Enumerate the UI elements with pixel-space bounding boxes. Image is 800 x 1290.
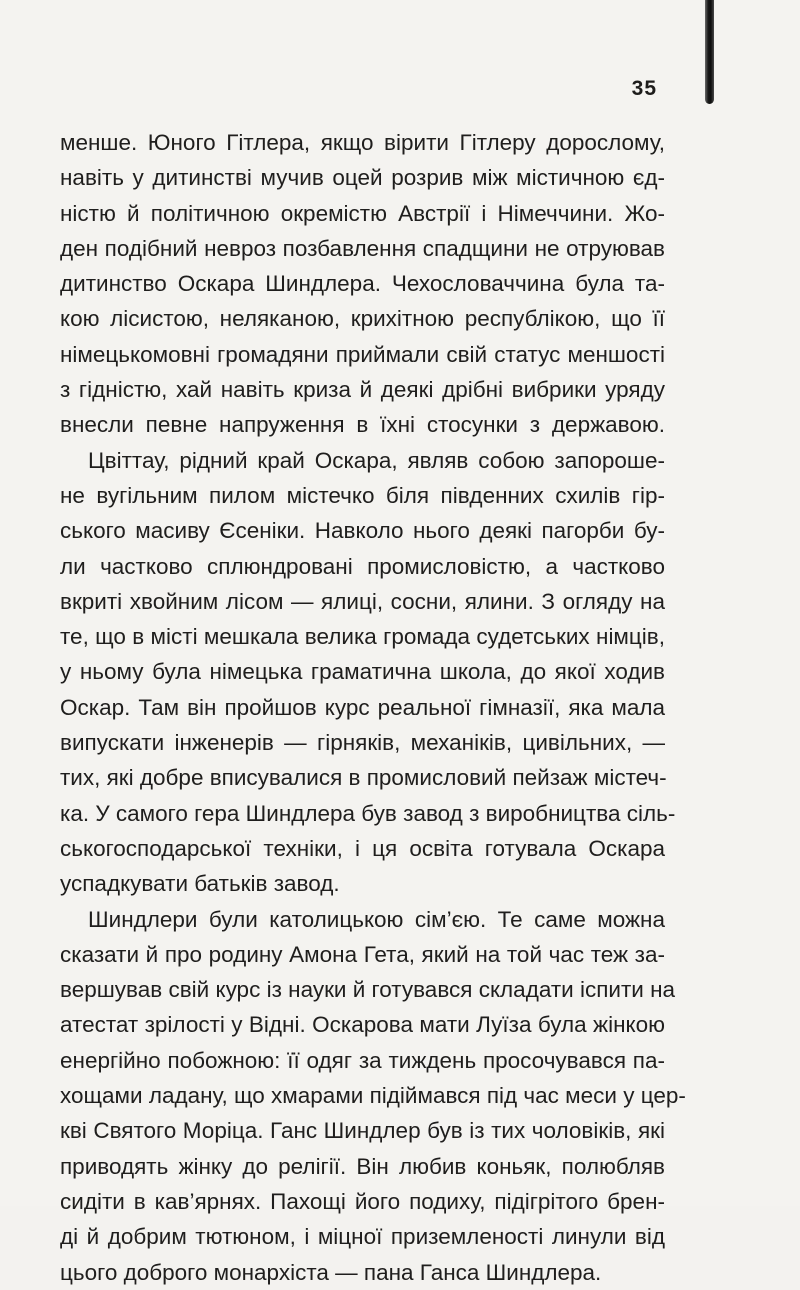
text-line: у ньому була німецька граматична школа, до якої ходив — [60, 659, 665, 685]
page-number: 35 — [631, 77, 657, 100]
text-line: не вугільним пилом містечко біля південних схилів гір- — [60, 482, 665, 508]
text-line: Оскар. Там він пройшов курс реальної гімназії, яка мала — [60, 694, 665, 720]
text-line: кою лісистою, неляканою, крихітною республікою, що її — [60, 306, 665, 332]
text-line: ді й добрим тютюном, і міцної приземленості линули від — [60, 1224, 665, 1250]
text-line: внесли певне напруження в їхні стосунки з державою. — [60, 412, 665, 438]
paragraph-3 — [60, 902, 686, 1290]
paragraph-1 — [60, 125, 665, 443]
text-line: цього доброго монархіста — пана Ганса Шиндлера. — [60, 1259, 602, 1285]
page-edge-mark — [705, 0, 714, 104]
text-line: випускати інженерів — гірняків, механіків, цивільних, — — [60, 730, 665, 756]
text-line: вкриті хвойним лісом — ялиці, сосни, ялини. З огляду на — [60, 588, 665, 614]
text-line: енергійно побожною: її одяг за тиждень просочувався па- — [60, 1047, 665, 1073]
text-line: ли частково сплюндровані промисловістю, а частково — [60, 553, 665, 579]
text-line: ністю й політичною окремістю Австрії і Німеччини. Жо- — [60, 200, 665, 226]
text-line: менше. Юного Гітлера, якщо вірити Гітлеру дорослому, — [60, 130, 665, 155]
text-line: ден подібний невроз позбавлення спадщини не отруював — [60, 235, 665, 261]
text-line: німецькомовні громадяни приймали свій статус меншості — [60, 341, 665, 367]
body-text — [60, 125, 686, 1290]
text-line: дитинство Оскара Шиндлера. Чехословаччина була та- — [60, 271, 665, 297]
text-line: те, що в місті мешкала велика громада судетських німців, — [60, 624, 665, 650]
text-line: тих, які добре вписувалися в промисловий пейзаж містеч- — [60, 765, 667, 791]
text-line: сказати й про родину Амона Гета, який на той час теж за- — [60, 941, 665, 967]
text-line: успадкувати батьків завод. — [60, 871, 340, 897]
text-line: приводять жінку до релігії. Він любив коньяк, полюбляв — [60, 1153, 665, 1179]
text-line: Цвіттау, рідний край Оскара, являв собою запороше- — [88, 447, 665, 473]
text-line: вершував свій курс із науки й готувався складати іспити на — [60, 977, 676, 1003]
text-line: сидіти в кав’ярнях. Пахощі його подиху, підігрітого брен- — [60, 1188, 665, 1214]
text-line: Шиндлери були католицькою сім’єю. Те саме можна — [88, 906, 665, 932]
text-line: хощами ладану, що хмарами підіймався під час меси у цер- — [60, 1083, 686, 1109]
text-line: атестат зрілості у Відні. Оскарова мати Луїза була жінкою — [60, 1012, 665, 1038]
paragraph-2 — [60, 443, 676, 902]
text-line: кві Святого Моріца. Ганс Шиндлер був із тих чоловіків, які — [60, 1118, 665, 1144]
text-line: ськогосподарської техніки, і ця освіта готувала Оскара — [60, 835, 665, 861]
text-line: ського масиву Єсеніки. Навколо нього деякі пагорби бу- — [60, 518, 665, 544]
text-line: з гідністю, хай навіть криза й деякі дрібні вибрики уряду — [60, 377, 665, 403]
text-line: навіть у дитинстві мучив оцей розрив між містичною єд- — [60, 165, 665, 191]
text-line: ка. У самого гера Шиндлера був завод з виробництва сіль- — [60, 800, 676, 826]
